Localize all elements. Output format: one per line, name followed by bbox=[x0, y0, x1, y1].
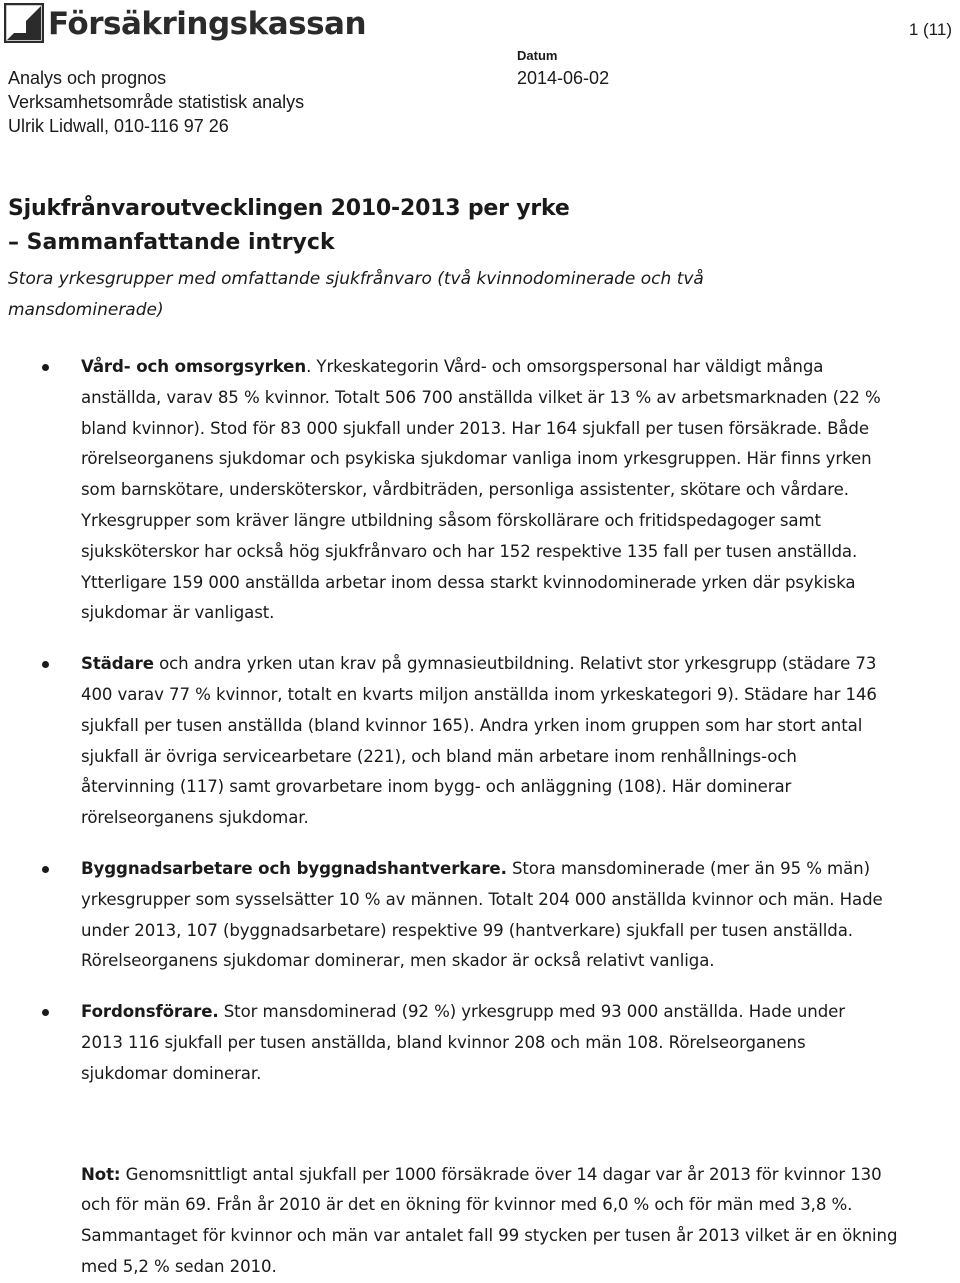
footnote bbox=[81, 1160, 901, 1283]
spacer bbox=[0, 629, 960, 649]
bullet-icon bbox=[42, 866, 49, 873]
list-item bbox=[0, 997, 960, 1089]
bullet-icon bbox=[42, 1009, 49, 1016]
unit: Verksamhetsområde statistisk analys bbox=[8, 92, 305, 112]
sender-info bbox=[8, 66, 304, 138]
date-block bbox=[517, 48, 609, 90]
bullet-text: Stora mansdominerade (mer än 95 % män) yrkesgrupper som sysselsätter 10 % av männen. Totalt 204 000 anställda kvinnor och män. Hade under 2013, 107 (byggnadsarbetare) respektive 99 (hantverkare) sjukfall per tusen anställda. Rörelseorganens sjukdomar dominerar, men skador är också relativt vanliga. bbox=[81, 858, 883, 971]
bullet-text: . Yrkeskategorin Vård- och omsorgspersonal har väldigt många anställda, varav 85 % kvinnor. Totalt 506 700 anställda vilket är 13 % av arbetsmarknaden (22 % bland kvinnor). Stod för 83 000 sjukfall under 2013. Har 164 sjukfall per tusen försäkrade. Både rörelseorganens sjukdomar och psykiska sjukdomar vanliga inom yrkesgruppen. Här finns yrken som barnskötare, undersköterskor, vårdbiträden, personliga assistenter, skötare och vårdare. Yrkesgrupper som kräver längre utbildning såsom förskollärare och fritidspedagoger samt sjuksköterskor har också hög sjukfrånvaro och har 152 respektive 135 fall per tusen anställda. Ytterligare 159 000 anställda arbetar inom dessa starkt kvinnodominerade yrken där psykiska sjukdomar är vanligast. bbox=[81, 357, 881, 623]
page-subtitle: – Sammanfattande intryck bbox=[8, 230, 335, 255]
page-title: Sjukfrånvaroutvecklingen 2010-2013 per yrke bbox=[8, 196, 570, 221]
list-item bbox=[0, 352, 960, 629]
list-item bbox=[0, 854, 960, 977]
contact: Ulrik Lidwall, 010-116 97 26 bbox=[8, 116, 229, 136]
bullet-list bbox=[0, 352, 960, 1090]
bullet-lead: Fordonsförare. bbox=[81, 1002, 219, 1022]
bullet-lead: Städare bbox=[81, 654, 154, 674]
title-block bbox=[8, 192, 948, 326]
bullet-text: och andra yrken utan krav på gymnasieutbildning. Relativt stor yrkesgrupp (städare 73 400 varav 77 % kvinnor, totalt en kvarts miljon anställda inom yrkeskategori 9). Städare har 146 sjukfall per tusen anställda (bland kvinnor 165). Andra yrken inom gruppen som har stort antal sjukfall är övriga servicearbetare (221), och bland män arbetare inom renhållnings-och återvinning (117) samt grovarbetare inom bygg- och anläggning (108). Här dominerar rörelseorganens sjukdomar. bbox=[81, 654, 877, 828]
bullet-icon bbox=[42, 364, 49, 371]
bullet-icon bbox=[42, 661, 49, 668]
logo bbox=[4, 3, 366, 43]
logo-mark-icon bbox=[4, 3, 44, 43]
bullet-lead: Vård- och omsorgsyrken bbox=[81, 357, 307, 376]
intro-text: Stora yrkesgrupper med omfattande sjukfrånvaro (två kvinnodominerade och två mansdominerade) bbox=[8, 269, 704, 320]
date-value: 2014-06-02 bbox=[517, 68, 610, 88]
bullet-text: Stor mansdominerad (92 %) yrkesgrupp med 93 000 anställda. Hade under 2013 116 sjukfall per tusen anställda, bland kvinnor 208 och män 108. Rörelseorganens sjukdomar dominerar. bbox=[81, 1002, 845, 1083]
list-item bbox=[0, 649, 960, 834]
logo-text: Försäkringskassan bbox=[48, 6, 367, 42]
department: Analys och prognos bbox=[8, 68, 167, 88]
spacer bbox=[0, 977, 960, 997]
date-label: Datum bbox=[517, 48, 558, 63]
note-text: Genomsnittligt antal sjukfall per 1000 försäkrade över 14 dagar var år 2013 för kvinnor 130 och för män 69. Från år 2010 är det en ökning för kvinnor med 6,0 % och för män med 3,8 %. Sammantaget för kvinnor och män var antalet fall 99 stycken per tusen år 2013 vilket är en ökning med 5,2 % sedan 2010. bbox=[81, 1164, 898, 1276]
page-number: 1 (11) bbox=[908, 20, 952, 39]
note-lead: Not: bbox=[81, 1164, 121, 1184]
bullet-lead: Byggnadsarbetare och byggnadshantverkare. bbox=[81, 858, 507, 878]
spacer bbox=[0, 834, 960, 854]
